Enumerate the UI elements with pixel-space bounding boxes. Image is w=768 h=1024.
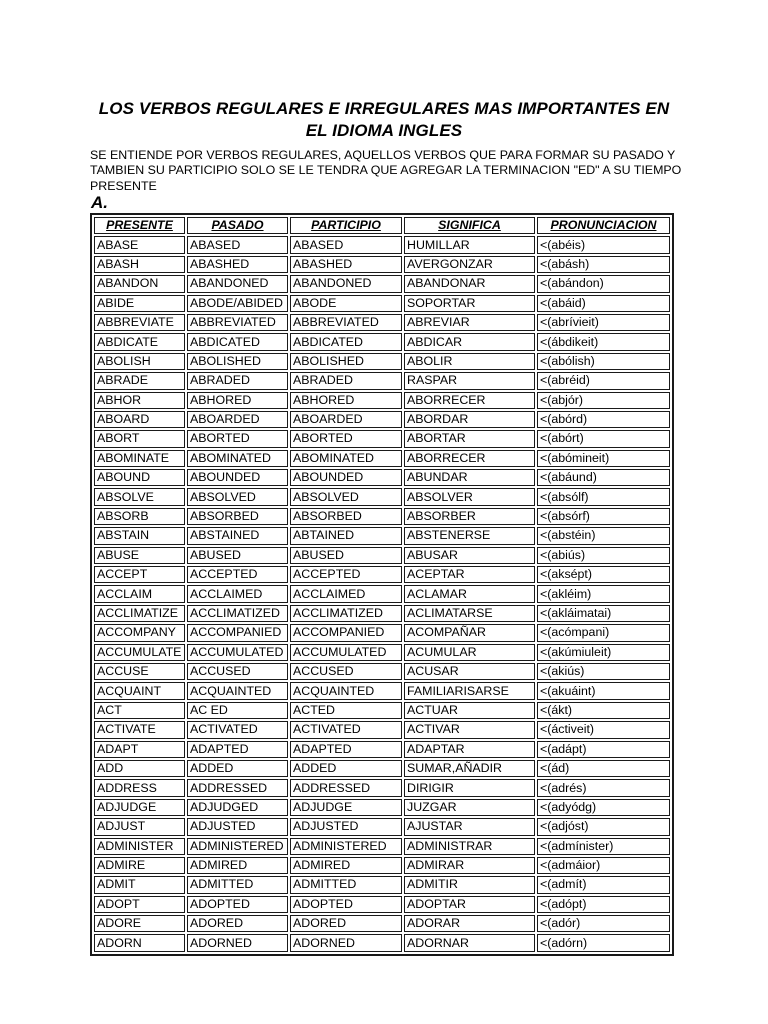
cell-significa: AJUSTAR — [404, 818, 535, 835]
cell-participio: ABOMINATED — [290, 450, 402, 467]
cell-presente: ABRADE — [94, 372, 185, 389]
table-row — [94, 295, 670, 312]
cell-presente: ADDRESS — [94, 779, 185, 796]
cell-participio: ACCLAIMED — [290, 585, 402, 602]
cell-participio: ACQUAINTED — [290, 682, 402, 699]
cell-participio: ABSOLVED — [290, 488, 402, 505]
cell-pasado: ACCLAIMED — [187, 585, 288, 602]
cell-significa: ABSTENERSE — [404, 527, 535, 544]
cell-participio: ADDRESSED — [290, 779, 402, 796]
cell-pronunciacion: <(absólf) — [537, 488, 670, 505]
cell-participio: ADOPTED — [290, 896, 402, 913]
cell-participio: ABUSED — [290, 547, 402, 564]
cell-pronunciacion: <(abórd) — [537, 411, 670, 428]
cell-pronunciacion: <(abéis) — [537, 236, 670, 253]
cell-presente: ABOMINATE — [94, 450, 185, 467]
cell-presente: ADMIRE — [94, 857, 185, 874]
cell-presente: ADJUST — [94, 818, 185, 835]
cell-pasado: ADMITTED — [187, 876, 288, 893]
cell-presente: ADJUDGE — [94, 799, 185, 816]
cell-pronunciacion: <(abrívieit) — [537, 314, 670, 331]
section-letter: A. — [91, 193, 108, 212]
cell-presente: ACCUMULATE — [94, 644, 185, 661]
cell-presente: ABHOR — [94, 392, 185, 409]
cell-presente: ADMINISTER — [94, 838, 185, 855]
cell-presente: ABIDE — [94, 295, 185, 312]
cell-pasado: ADORED — [187, 915, 288, 932]
table-row — [94, 411, 670, 428]
cell-pronunciacion: <(abómineit) — [537, 450, 670, 467]
cell-significa: ABORDAR — [404, 411, 535, 428]
table-row — [94, 624, 670, 641]
table-row — [94, 353, 670, 370]
table-row — [94, 741, 670, 758]
cell-significa: SUMAR,AÑADIR — [404, 760, 535, 777]
cell-presente: ACTIVATE — [94, 721, 185, 738]
cell-significa: ACUSAR — [404, 663, 535, 680]
cell-significa: ABREVIAR — [404, 314, 535, 331]
cell-presente: ABANDON — [94, 275, 185, 292]
table-row — [94, 527, 670, 544]
table-row — [94, 682, 670, 699]
cell-presente: ACCLAIM — [94, 585, 185, 602]
intro-paragraph: SE ENTIENDE POR VERBOS REGULARES, AQUELLOS VERBOS QUE PARA FORMAR SU PASADO Y TAMBIEN SU PARTICIPIO SOLO SE LE TENDRA QUE AGREGAR LA TERMINACION "ED" A SU TIEMPO PRESENTE — [90, 148, 682, 193]
cell-participio: ACCLIMATIZED — [290, 605, 402, 622]
table-row — [94, 392, 670, 409]
cell-pronunciacion: <(abásh) — [537, 256, 670, 273]
cell-pronunciacion: <(adrés) — [537, 779, 670, 796]
table-row — [94, 333, 670, 350]
cell-presente: ABOUND — [94, 469, 185, 486]
cell-significa: HUMILLAR — [404, 236, 535, 253]
cell-presente: ADORN — [94, 934, 185, 951]
cell-pasado: ACCUSED — [187, 663, 288, 680]
cell-participio: ACCUMULATED — [290, 644, 402, 661]
table-row — [94, 508, 670, 525]
cell-pronunciacion: <(adápt) — [537, 741, 670, 758]
cell-pronunciacion: <(akléim) — [537, 585, 670, 602]
cell-pronunciacion: <(abstéin) — [537, 527, 670, 544]
header-pronunciacion: PRONUNCIACION — [537, 217, 670, 234]
cell-significa: ACLIMATARSE — [404, 605, 535, 622]
cell-pronunciacion: <(abólish) — [537, 353, 670, 370]
table-row — [94, 372, 670, 389]
cell-participio: ABASED — [290, 236, 402, 253]
cell-pasado: ADDED — [187, 760, 288, 777]
table-row — [94, 585, 670, 602]
cell-significa: ADORAR — [404, 915, 535, 932]
cell-presente: ACCLIMATIZE — [94, 605, 185, 622]
cell-pasado: ADJUDGED — [187, 799, 288, 816]
cell-pasado: ADAPTED — [187, 741, 288, 758]
table-row — [94, 450, 670, 467]
cell-significa: ABORRECER — [404, 392, 535, 409]
cell-pasado: ABSORBED — [187, 508, 288, 525]
header-significa: SIGNIFICA — [404, 217, 535, 234]
cell-pronunciacion: <(acómpani) — [537, 624, 670, 641]
cell-presente: ABOLISH — [94, 353, 185, 370]
table-row — [94, 430, 670, 447]
table-row — [94, 469, 670, 486]
cell-significa: ABORTAR — [404, 430, 535, 447]
cell-significa: AVERGONZAR — [404, 256, 535, 273]
cell-pasado: ABDICATED — [187, 333, 288, 350]
cell-significa: ABUNDAR — [404, 469, 535, 486]
cell-participio: ADMIRED — [290, 857, 402, 874]
cell-significa: ADOPTAR — [404, 896, 535, 913]
cell-pasado: ABUSED — [187, 547, 288, 564]
cell-pasado: ABSOLVED — [187, 488, 288, 505]
table-row — [94, 566, 670, 583]
cell-pasado: ABOUNDED — [187, 469, 288, 486]
cell-significa: ACEPTAR — [404, 566, 535, 583]
cell-significa: ACUMULAR — [404, 644, 535, 661]
cell-pronunciacion: <(abáund) — [537, 469, 670, 486]
cell-significa: ABANDONAR — [404, 275, 535, 292]
cell-participio: ABOARDED — [290, 411, 402, 428]
cell-pronunciacion: <(admínister) — [537, 838, 670, 855]
table-row — [94, 838, 670, 855]
cell-pronunciacion: <(ád) — [537, 760, 670, 777]
cell-significa: ADAPTAR — [404, 741, 535, 758]
cell-pasado: ABHORED — [187, 392, 288, 409]
cell-pronunciacion: <(akiús) — [537, 663, 670, 680]
table-row — [94, 256, 670, 273]
cell-participio: ABODE — [290, 295, 402, 312]
table-row — [94, 915, 670, 932]
cell-significa: ADORNAR — [404, 934, 535, 951]
cell-presente: ABSOLVE — [94, 488, 185, 505]
table-row — [94, 779, 670, 796]
cell-significa: ACOMPAÑAR — [404, 624, 535, 641]
cell-pasado: ABRADED — [187, 372, 288, 389]
page-title: LOS VERBOS REGULARES E IRREGULARES MAS IMPORTANTES EN EL IDIOMA INGLES — [98, 99, 670, 140]
table-row — [94, 663, 670, 680]
cell-significa: DIRIGIR — [404, 779, 535, 796]
cell-pronunciacion: <(abórt) — [537, 430, 670, 447]
cell-pronunciacion: <(abréid) — [537, 372, 670, 389]
cell-participio: ADMITTED — [290, 876, 402, 893]
cell-presente: ABOARD — [94, 411, 185, 428]
cell-pasado: AC ED — [187, 702, 288, 719]
cell-presente: ABUSE — [94, 547, 185, 564]
header-participio: PARTICIPIO — [290, 217, 402, 234]
cell-presente: ACCEPT — [94, 566, 185, 583]
header-pasado: PASADO — [187, 217, 288, 234]
cell-significa: JUZGAR — [404, 799, 535, 816]
cell-significa: ABUSAR — [404, 547, 535, 564]
cell-pasado: ABOARDED — [187, 411, 288, 428]
cell-significa: SOPORTAR — [404, 295, 535, 312]
cell-presente: ABSTAIN — [94, 527, 185, 544]
cell-pasado: ADDRESSED — [187, 779, 288, 796]
cell-pronunciacion: <(abáid) — [537, 295, 670, 312]
table-row — [94, 644, 670, 661]
cell-significa: ACLAMAR — [404, 585, 535, 602]
cell-significa: ABDICAR — [404, 333, 535, 350]
cell-significa: ADMITIR — [404, 876, 535, 893]
cell-pronunciacion: <(abjór) — [537, 392, 670, 409]
cell-participio: ADJUDGE — [290, 799, 402, 816]
cell-significa: ACTIVAR — [404, 721, 535, 738]
table-header-row — [94, 217, 670, 234]
cell-pasado: ACQUAINTED — [187, 682, 288, 699]
cell-participio: ABORTED — [290, 430, 402, 447]
cell-participio: ABANDONED — [290, 275, 402, 292]
cell-pasado: ADMIRED — [187, 857, 288, 874]
cell-participio: ADJUSTED — [290, 818, 402, 835]
cell-significa: ABORRECER — [404, 450, 535, 467]
cell-significa: ADMINISTRAR — [404, 838, 535, 855]
cell-pronunciacion: <(ákt) — [537, 702, 670, 719]
cell-presente: ACQUAINT — [94, 682, 185, 699]
cell-presente: ADOPT — [94, 896, 185, 913]
cell-presente: ABASE — [94, 236, 185, 253]
cell-presente: ADORE — [94, 915, 185, 932]
cell-participio: ABSORBED — [290, 508, 402, 525]
table-row — [94, 799, 670, 816]
cell-pasado: ABOLISHED — [187, 353, 288, 370]
table-row — [94, 314, 670, 331]
table-row — [94, 488, 670, 505]
cell-pronunciacion: <(adórn) — [537, 934, 670, 951]
cell-presente: ABSORB — [94, 508, 185, 525]
cell-presente: ADD — [94, 760, 185, 777]
cell-pronunciacion: <(abiús) — [537, 547, 670, 564]
cell-participio: ABRADED — [290, 372, 402, 389]
cell-significa: RASPAR — [404, 372, 535, 389]
table-row — [94, 275, 670, 292]
cell-pasado: ACCUMULATED — [187, 644, 288, 661]
cell-pasado: ABODE/ABIDED — [187, 295, 288, 312]
cell-significa: ADMIRAR — [404, 857, 535, 874]
cell-participio: ADORNED — [290, 934, 402, 951]
table-row — [94, 702, 670, 719]
cell-participio: ACCUSED — [290, 663, 402, 680]
cell-pasado: ADMINISTERED — [187, 838, 288, 855]
cell-presente: ABBREVIATE — [94, 314, 185, 331]
cell-participio: ABASHED — [290, 256, 402, 273]
table-body — [94, 236, 670, 951]
table-row — [94, 721, 670, 738]
cell-participio: ADORED — [290, 915, 402, 932]
cell-pronunciacion: <(aksépt) — [537, 566, 670, 583]
cell-participio: ADMINISTERED — [290, 838, 402, 855]
cell-pronunciacion: <(adyódg) — [537, 799, 670, 816]
cell-pronunciacion: <(ácti​veit) — [537, 721, 670, 738]
cell-presente: ADAPT — [94, 741, 185, 758]
cell-pasado: ABSTAINED — [187, 527, 288, 544]
cell-pasado: ACCEPTED — [187, 566, 288, 583]
cell-pasado: ABASED — [187, 236, 288, 253]
cell-pasado: ABOMINATED — [187, 450, 288, 467]
cell-pronunciacion: <(abándon) — [537, 275, 670, 292]
cell-presente: ACCOMPANY — [94, 624, 185, 641]
cell-significa: ABSOLVER — [404, 488, 535, 505]
table-row — [94, 857, 670, 874]
table-row — [94, 236, 670, 253]
cell-pasado: ABBREVIATED — [187, 314, 288, 331]
table-row — [94, 760, 670, 777]
cell-significa: FAMILIARISARSE — [404, 682, 535, 699]
cell-pronunciacion: <(ábdikeit) — [537, 333, 670, 350]
cell-significa: ACTUAR — [404, 702, 535, 719]
cell-pronunciacion: <(absórf) — [537, 508, 670, 525]
cell-participio: ACTED — [290, 702, 402, 719]
cell-pronunciacion: <(admáior) — [537, 857, 670, 874]
cell-participio: ADAPTED — [290, 741, 402, 758]
cell-participio: ABDICATED — [290, 333, 402, 350]
cell-pronunciacion: <(akuáint) — [537, 682, 670, 699]
cell-significa: ABSORBER — [404, 508, 535, 525]
verb-table — [90, 213, 674, 956]
cell-participio: ACCOMPANIED — [290, 624, 402, 641]
cell-pronunciacion: <(adór) — [537, 915, 670, 932]
cell-participio: ACTIVATED — [290, 721, 402, 738]
cell-pasado: ABANDONED — [187, 275, 288, 292]
cell-presente: ACCUSE — [94, 663, 185, 680]
table-row — [94, 547, 670, 564]
cell-presente: ABASH — [94, 256, 185, 273]
cell-participio: ACCEPTED — [290, 566, 402, 583]
cell-participio: ABBREVIATED — [290, 314, 402, 331]
cell-presente: ABDICATE — [94, 333, 185, 350]
table-row — [94, 605, 670, 622]
cell-significa: ABOLIR — [404, 353, 535, 370]
table-row — [94, 896, 670, 913]
cell-pronunciacion: <(adópt) — [537, 896, 670, 913]
table-row — [94, 934, 670, 951]
cell-pasado: ADJUSTED — [187, 818, 288, 835]
cell-participio: ABOUNDED — [290, 469, 402, 486]
cell-pasado: ADORNED — [187, 934, 288, 951]
cell-pasado: ACTIVATED — [187, 721, 288, 738]
cell-participio: ADDED — [290, 760, 402, 777]
cell-presente: ABORT — [94, 430, 185, 447]
cell-presente: ADMIT — [94, 876, 185, 893]
table-row — [94, 876, 670, 893]
header-presente: PRESENTE — [94, 217, 185, 234]
cell-participio: ABOLISHED — [290, 353, 402, 370]
cell-participio: ABHORED — [290, 392, 402, 409]
cell-pronunciacion: <(akláimatai) — [537, 605, 670, 622]
cell-pronunciacion: <(adjóst) — [537, 818, 670, 835]
cell-pasado: ADOPTED — [187, 896, 288, 913]
cell-pasado: ACCOMPANIED — [187, 624, 288, 641]
cell-pronunciacion: <(admít) — [537, 876, 670, 893]
cell-pasado: ABORTED — [187, 430, 288, 447]
cell-presente: ACT — [94, 702, 185, 719]
cell-pronunciacion: <(akúmiuleit) — [537, 644, 670, 661]
cell-pasado: ABASHED — [187, 256, 288, 273]
table-row — [94, 818, 670, 835]
cell-participio: ABTAINED — [290, 527, 402, 544]
cell-pasado: ACCLIMATIZED — [187, 605, 288, 622]
